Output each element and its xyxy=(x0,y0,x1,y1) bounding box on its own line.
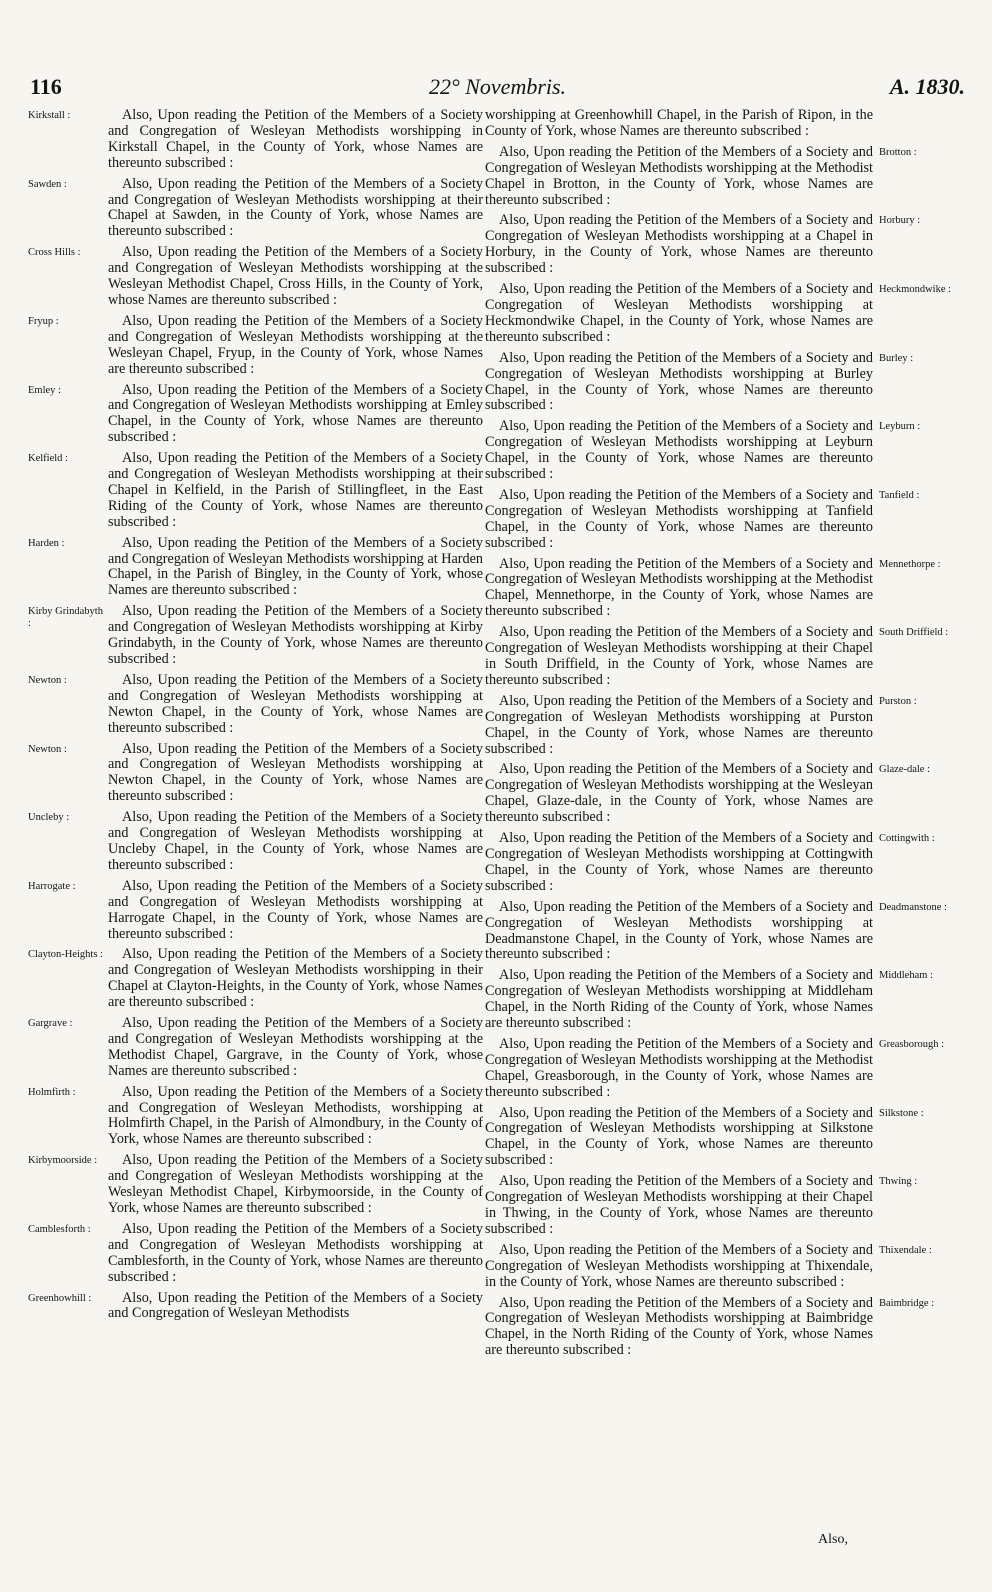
petition-text: Also, Upon reading the Petition of the Members of a Society and Congregation of Wesleyan Methodists worshipping at a Chapel in Horbury, in the County of York, whose Names are thereunto subscribed : xyxy=(485,212,873,277)
petition-text: Also, Upon reading the Petition of the Members of a Society and Congregation of Wesleyan Methodists worshipping at the Methodist Chapel, Mennethorpe, in the County of York, whose Names are thereunto subscribed : xyxy=(485,555,873,620)
margin-note: Mennethorpe : xyxy=(879,558,941,570)
margin-note: Thixendale : xyxy=(879,1244,932,1256)
margin-note: Kirkstall : xyxy=(28,110,71,121)
margin-note: Uncleby : xyxy=(28,812,70,824)
right-column xyxy=(485,108,955,1364)
margin-note: Emley : xyxy=(28,384,61,396)
petition-entry xyxy=(28,1291,483,1323)
petition-text: Also, Upon reading the Petition of the Members of a Society and Congregation of Wesleyan Methodists worshipping at Leyburn Chapel, in the County of York, whose Names are thereunto subscribed : xyxy=(485,418,873,483)
margin-note: Tanfield : xyxy=(879,489,920,501)
margin-note: Greasborough : xyxy=(879,1038,945,1050)
petition-entry xyxy=(485,282,955,346)
margin-note: Newton : xyxy=(28,743,67,755)
petition-entry xyxy=(28,1153,483,1217)
petition-entry xyxy=(485,831,955,895)
petition-text: Also, Upon reading the Petition of the Members of a Society and Congregation of Wesleyan Methodists worshipping at their Chapel in Thwing, in the County of York, whose Names are thereunto subscribed : xyxy=(485,1173,873,1237)
margin-note: Sawden : xyxy=(28,178,67,190)
margin-note: Middleham : xyxy=(879,970,933,982)
petition-text: Also, Upon reading the Petition of the Members of a Society and Congregation of Wesleyan Methodists worshipping at Emley Chapel, in the County of York, whose Names are thereunto subscribed : xyxy=(108,381,483,446)
margin-note: Gargrave : xyxy=(28,1018,73,1030)
petition-entry xyxy=(485,1174,955,1238)
petition-text: Also, Upon reading the Petition of the Members of a Society and Congregation of Wesleyan Methodists worshipping at Newton Chapel, in the County of York, whose Names are thereunto subscribed : xyxy=(108,671,483,736)
petition-text: Also, Upon reading the Petition of the Members of a Society and Congregation of Wesleyan Methodists worshipping at their Chapel at Sawden, in the County of York, whose Names are thereunto subscribed : xyxy=(108,175,483,240)
page-date: 22° Novembris. xyxy=(428,74,567,99)
petition-entry xyxy=(28,1085,483,1149)
petition-entry xyxy=(485,1296,955,1360)
petition-text: Also, Upon reading the Petition of the Members of a Society and Congregation of Wesleyan Methodists worshipping at Cottingwith Chapel, in the County of York, whose Names are thereunto subscribed : xyxy=(485,830,873,894)
margin-note: Thwing : xyxy=(879,1176,918,1188)
margin-note: Newton : xyxy=(28,674,67,686)
margin-note: Kirbymoorside : xyxy=(28,1155,98,1167)
margin-note: Heckmondwike : xyxy=(879,284,952,296)
petition-entry xyxy=(485,108,955,140)
page-number: 116 xyxy=(30,74,62,99)
catchword: Also, xyxy=(818,1532,848,1547)
margin-note: Glaze-dale : xyxy=(879,764,931,776)
margin-note: Leyburn : xyxy=(879,421,921,433)
petition-text: Also, Upon reading the Petition of the Members of a Society and Congregation of Wesleyan Methodists worshipping at Middleham Chapel, in the North Riding of the County of York, whose Names are thereunto subscribed : xyxy=(485,967,873,1032)
petition-text: Also, Upon reading the Petition of the Members of a Society and Congregation of Wesleyan Methodists worshipping in Kirkstall Chapel, in the County of York, whose Names are thereunto subscribed : xyxy=(108,107,483,171)
petition-text: Also, Upon reading the Petition of the Members of a Society and Congregation of Wesleyan Methodists worshipping at Burley Chapel, in the County of York, whose Names are thereunto subscribed : xyxy=(485,349,873,414)
petition-text: Also, Upon reading the Petition of the Members of a Society and Congregation of Wesleyan Methodists worshipping at the Methodist Chapel, Gargrave, in the County of York, whose Names are thereunto subscribed : xyxy=(108,1015,483,1079)
margin-note: Silkstone : xyxy=(879,1107,924,1119)
petition-entry xyxy=(28,673,483,737)
petition-entry xyxy=(28,314,483,378)
petition-entry xyxy=(28,604,483,668)
margin-note: Kirby Grindabyth : xyxy=(28,606,103,630)
margin-note: Cottingwith : xyxy=(879,833,935,845)
petition-text: Also, Upon reading the Petition of the Members of a Society and Congregation of Wesleyan Methodists worshipping at Heckmondwike Chapel, in the County of York, whose Names are thereunto subscribed : xyxy=(485,281,873,345)
petition-text: Also, Upon reading the Petition of the Members of a Society and Congregation of Wesleyan Methodists worshipping at Thixendale, in the County of York, whose Names are thereunto subscribed : xyxy=(485,1241,873,1290)
petition-text: Also, Upon reading the Petition of the Members of a Society and Congregation of Wesleyan Methodists worshipping at Tanfield Chapel, in the County of York, whose Names are thereunto subscribed : xyxy=(485,486,873,551)
petition-entry xyxy=(485,1106,955,1170)
left-column xyxy=(28,108,483,1327)
margin-note: Holmfirth : xyxy=(28,1086,76,1098)
petition-entry xyxy=(485,900,955,964)
petition-text: Also, Upon reading the Petition of the Members of a Society and Congregation of Wesleyan Methodists worshipping at Camblesforth, in the County of York, whose Names are thereunto subscribed : xyxy=(108,1220,483,1285)
petition-entry xyxy=(485,762,955,826)
margin-note: Cross Hills : xyxy=(28,247,81,259)
margin-note: South Driffield : xyxy=(879,627,949,639)
petition-text: Also, Upon reading the Petition of the Members of a Society and Congregation of Wesleyan Methodists xyxy=(108,1289,483,1322)
petition-text: Also, Upon reading the Petition of the Members of a Society and Congregation of Wesleyan Methodists worshipping at Uncleby Chapel, in the County of York, whose Names are thereunto subscribed : xyxy=(108,809,483,873)
margin-note: Kelfield : xyxy=(28,453,68,465)
petition-text: Also, Upon reading the Petition of the Members of a Society and Congregation of Wesleyan Methodists worshipping at their Chapel in South Driffield, in the County of York, whose Names are thereunto subscribed : xyxy=(485,624,873,688)
petition-text: Also, Upon reading the Petition of the Members of a Society and Congregation of Wesleyan Methodists worshipping at Purston Chapel, in the County of York, whose Names are thereunto subscribed : xyxy=(485,692,873,757)
petition-text: Also, Upon reading the Petition of the Members of a Society and Congregation of Wesleyan Methodists worshipping at the Wesleyan Chapel, Glaze-dale, in the County of York, whose Names are thereunto subscribed : xyxy=(485,761,873,826)
petition-text: Also, Upon reading the Petition of the Members of a Society and Congregation of Wesleyan Methodists worshipping at the Methodist Chapel, Greasborough, in the County of York, whose Names are thereunto subscribed : xyxy=(485,1035,873,1100)
margin-note: Harrogate : xyxy=(28,880,76,892)
petition-text: Also, Upon reading the Petition of the Members of a Society and Congregation of Wesleyan Methodists worshipping in their Chapel at Clayton-Heights, in the County of York, whose Names are thereunto subscribed : xyxy=(108,946,483,1011)
petition-text: Also, Upon reading the Petition of the Members of a Society and Congregation of Wesleyan Methodists worshipping at Harrogate Chapel, in the County of York, whose Names are thereunto subscribed : xyxy=(108,877,483,942)
petition-entry xyxy=(28,947,483,1011)
petition-entry xyxy=(485,145,955,209)
margin-note: Camblesforth : xyxy=(28,1223,91,1235)
margin-note: Horbury : xyxy=(879,215,921,227)
petition-entry xyxy=(485,1243,955,1291)
page-year: A. 1830. xyxy=(889,74,965,99)
margin-note: Greenhowhill : xyxy=(28,1292,92,1304)
margin-note: Deadmanstone : xyxy=(879,901,947,913)
petition-text: Also, Upon reading the Petition of the Members of a Society and Congregation of Wesleyan Methodists worshipping at the Wesleyan Methodist Chapel, Cross Hills, in the County of York, whose Names are thereunto subscribed : xyxy=(108,244,483,308)
petition-entry xyxy=(28,383,483,447)
petition-entry xyxy=(485,694,955,758)
petition-entry xyxy=(485,419,955,483)
petition-entry xyxy=(485,625,955,689)
petition-entry xyxy=(28,245,483,309)
margin-note: Burley : xyxy=(879,352,914,364)
margin-note: Fryup : xyxy=(28,315,59,327)
petition-entry xyxy=(485,488,955,552)
petition-text: Also, Upon reading the Petition of the Members of a Society and Congregation of Wesleyan Methodists worshipping at Baimbridge Chapel, in the North Riding of the County of York, whose Names are thereunto subscribed : xyxy=(485,1294,873,1359)
petition-entry xyxy=(485,968,955,1032)
petition-text: Also, Upon reading the Petition of the Members of a Society and Congregation of Wesleyan Methodists worshipping at Deadmanstone Chapel, in the County of York, whose Names are thereunto subscribed : xyxy=(485,898,873,963)
petition-entry xyxy=(28,879,483,943)
page-header xyxy=(30,74,965,104)
petition-text: Also, Upon reading the Petition of the Members of a Society and Congregation of Wesleyan Methodists worshipping at Newton Chapel, in the County of York, whose Names are thereunto subscribed : xyxy=(108,740,483,805)
petition-text: Also, Upon reading the Petition of the Members of a Society and Congregation of Wesleyan Methodists worshipping at Kirby Grindabyth, in the County of York, whose Names are thereunto subscribed : xyxy=(108,603,483,667)
petition-entry xyxy=(28,177,483,241)
petition-text: Also, Upon reading the Petition of the Members of a Society and Congregation of Wesleyan Methodists worshipping at Silkstone Chapel, in the County of York, whose Names are thereunto subscribed : xyxy=(485,1104,873,1169)
petition-text: Also, Upon reading the Petition of the Members of a Society and Congregation of Wesleyan Methodists worshipping at their Chapel in Kelfield, in the Parish of Stillingfleet, in the East Riding of the County of York, whose Names are thereunto subscribed : xyxy=(108,450,483,530)
petition-entry xyxy=(485,557,955,621)
margin-note: Brotton : xyxy=(879,146,917,158)
petition-entry xyxy=(485,351,955,415)
margin-note: Baimbridge : xyxy=(879,1297,935,1309)
petition-text: Also, Upon reading the Petition of the Members of a Society and Congregation of Wesleyan Methodists worshipping at Harden Chapel, in the Parish of Bingley, in the County of York, whose Names are thereunto subscribed : xyxy=(108,534,483,599)
petition-text: Also, Upon reading the Petition of the Members of a Society and Congregation of Wesleyan Methodists worshipping at the Wesleyan Chapel, Fryup, in the County of York, whose Names are thereunto subscribed : xyxy=(108,312,483,377)
petition-text: Also, Upon reading the Petition of the Members of a Society and Congregation of Wesleyan Methodists worshipping at the Wesleyan Methodist Chapel, Kirbymoorside, in the County of York, whose Names are thereunto subscribed : xyxy=(108,1152,483,1216)
petition-entry xyxy=(28,108,483,172)
petition-entry xyxy=(28,742,483,806)
petition-entry xyxy=(28,810,483,874)
petition-entry xyxy=(28,536,483,600)
petition-entry xyxy=(485,213,955,277)
petition-entry xyxy=(28,1016,483,1080)
margin-note: Harden : xyxy=(28,537,65,549)
margin-note: Clayton-Heights : xyxy=(28,949,103,961)
petition-entry xyxy=(28,451,483,531)
petition-text: Also, Upon reading the Petition of the Members of a Society and Congregation of Wesleyan Methodists, worshipping at Holmfirth Chapel, in the Parish of Almondbury, in the County of York, whose Names are thereunto subscribed : xyxy=(108,1083,483,1148)
petition-text: worshipping at Greenhowhill Chapel, in the Parish of Ripon, in the County of York, whose Names are thereunto subscribed : xyxy=(485,107,873,139)
petition-entry xyxy=(28,1222,483,1286)
petition-text: Also, Upon reading the Petition of the Members of a Society and Congregation of Wesleyan Methodists worshipping at the Methodist Chapel in Brotton, in the County of York, whose Names are thereunto subscribed : xyxy=(485,143,873,208)
margin-note: Purston : xyxy=(879,695,917,707)
petition-entry xyxy=(485,1037,955,1101)
